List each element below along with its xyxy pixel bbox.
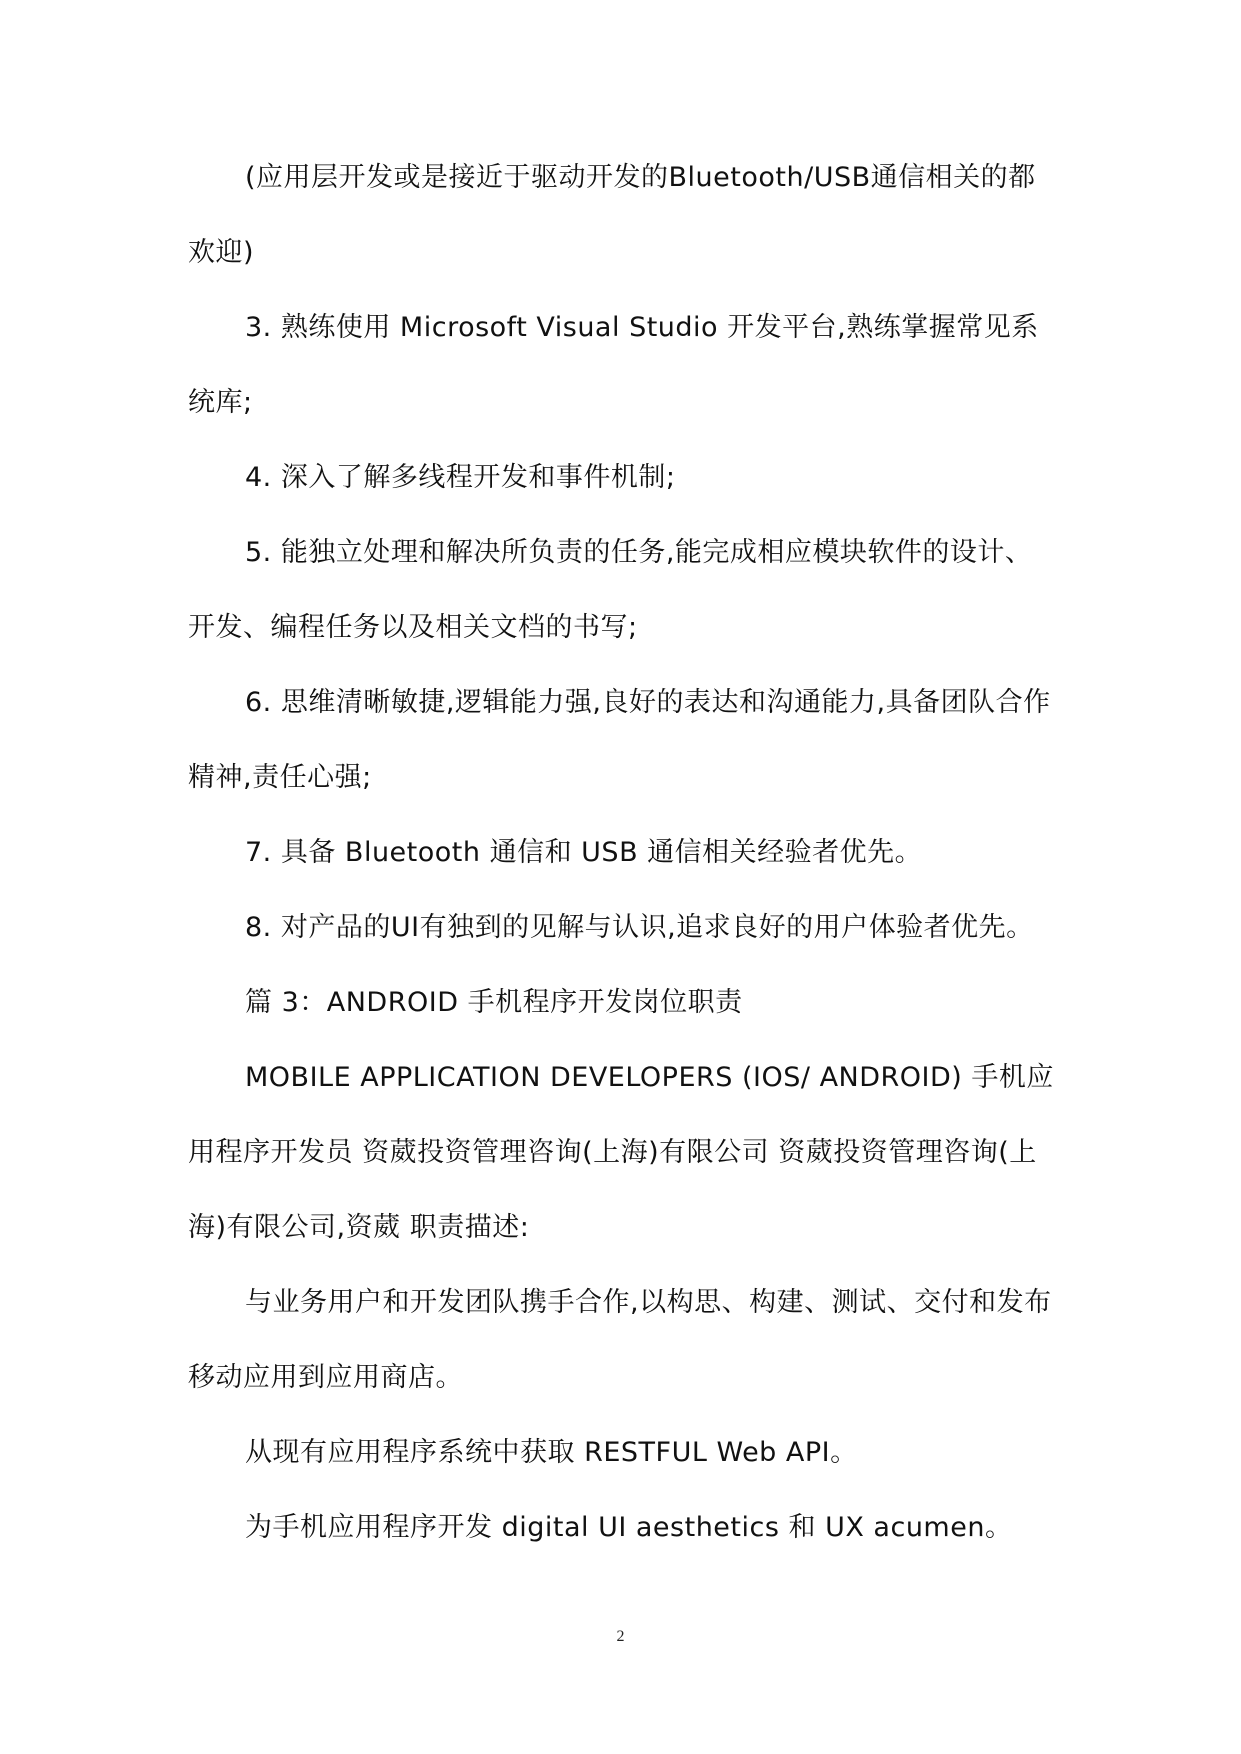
paragraph-requirement-4: 4. 深入了解多线程开发和事件机制; — [245, 462, 676, 493]
paragraph-job-title-company: MOBILE APPLICATION DEVELOPERS (IOS/ ANDROID) 手机应用程序开发员 资葳投资管理咨询(上海)有限公司 资葳投资管理咨询(上海)有限公司,资葳 职责描述: — [188, 1062, 1054, 1243]
document-body — [188, 140, 1058, 1565]
paragraph-requirement-6: 6. 思维清晰敏捷,逻辑能力强,良好的表达和沟通能力,具备团队合作精神,责任心强; — [188, 687, 1051, 793]
section-heading-part-3: 篇 3：ANDROID 手机程序开发岗位职责 — [245, 987, 743, 1018]
paragraph-duty-collaboration: 与业务用户和开发团队携手合作,以构思、构建、测试、交付和发布移动应用到应用商店。 — [188, 1287, 1052, 1393]
paragraph-requirement-5: 5. 能独立处理和解决所负责的任务,能完成相应模块软件的设计、开发、编程任务以及相关文档的书写; — [188, 537, 1033, 643]
paragraph-requirement-7: 7. 具备 Bluetooth 通信和 USB 通信相关经验者优先。 — [245, 837, 923, 868]
paragraph-duty-restful-api: 从现有应用程序系统中获取 RESTFUL Web API。 — [245, 1437, 858, 1468]
paragraph-duty-ui-ux: 为手机应用程序开发 digital UI aesthetics 和 UX acumen。 — [245, 1512, 1013, 1543]
page-number: 2 — [616, 1628, 625, 1645]
paragraph-bluetooth-usb-welcome: (应用层开发或是接近于驱动开发的Bluetooth/USB通信相关的都欢迎) — [188, 162, 1036, 268]
paragraph-requirement-3: 3. 熟练使用 Microsoft Visual Studio 开发平台,熟练掌握常见系统库; — [188, 312, 1039, 418]
paragraph-requirement-8: 8. 对产品的UI有独到的见解与认识,追求良好的用户体验者优先。 — [245, 912, 1034, 943]
